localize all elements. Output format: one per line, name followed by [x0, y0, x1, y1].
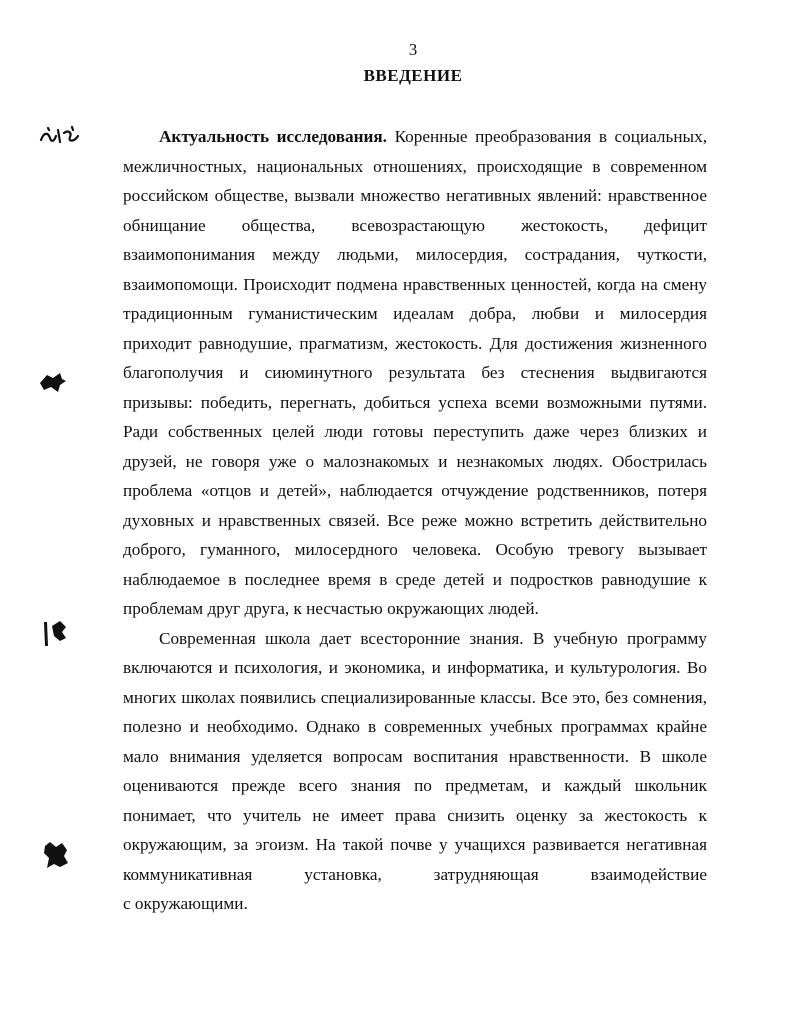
paragraph-relevance: [123, 122, 707, 624]
page-title: ВВЕДЕНИЕ: [363, 66, 463, 85]
paragraph-school: [123, 624, 707, 890]
paragraph-tail: с окружающими.: [123, 894, 248, 913]
page-number: 3: [408, 40, 418, 59]
margin-handwritten-mark: [38, 124, 82, 146]
paragraph-lead: Актуальность исследования.: [159, 127, 387, 146]
paragraph-text: Коренные преобразования в социальных, межличностных, национальных отношениях, происходящие в современном российском обществе, вызвали множество негативных явлений: нравственное обнищание общества, всевозрастающую жестокость, дефицит взаимопонимания между людьми, милосердия, сострадания, чуткости, взаимопомощи. Происходит подмена нравственных ценностей, когда на смену традиционным гуманистическим идеалам добра, любви и милосердия приходит равнодушие, прагматизм, жестокость. Для достижения жизненного благополучия и сиюминутного результата без стеснения выдвигаются призывы: победить, перегнать, добиться успеха всеми возможными путями. Ради собственных целей люди готовы переступить даже через близких и друзей, не говоря уже о малознакомых и незнакомых людях. Обострилась проблема «отцов и детей», наблюдается отчуждение родственников, потеря духовных и нравственных связей. Все реже можно встретить действительно доброго, гуманного, милосердного человека. Особую тревогу вызывает наблюдаемое в последнее время в среде детей и подростков равнодушие к проблемам друг друга, к несчастью окружающих людей.: [123, 127, 707, 618]
margin-ink-blot: [42, 840, 70, 870]
margin-ink-blot: [40, 618, 70, 650]
margin-ink-blot: [38, 370, 68, 394]
paragraph-text: Современная школа дает всесторонние знания. В учебную программу включаются и психология, и экономика, и информатика, и культурология. Во многих школах появились специализированные классы. Все это, без сомнения, полезно и необходимо. Однако в современных учебных программах крайне мало внимания уделяется вопросам воспитания нравственности. В школе оцениваются прежде всего знания по предметам, и каждый школьник понимает, что учитель не имеет права снизить оценку за жестокость к окружающим, за эгоизм. На такой почве у учащихся развивается негативная коммуникативная установка, затрудняющая взаимодействие: [123, 628, 707, 884]
document-body: [123, 122, 707, 919]
